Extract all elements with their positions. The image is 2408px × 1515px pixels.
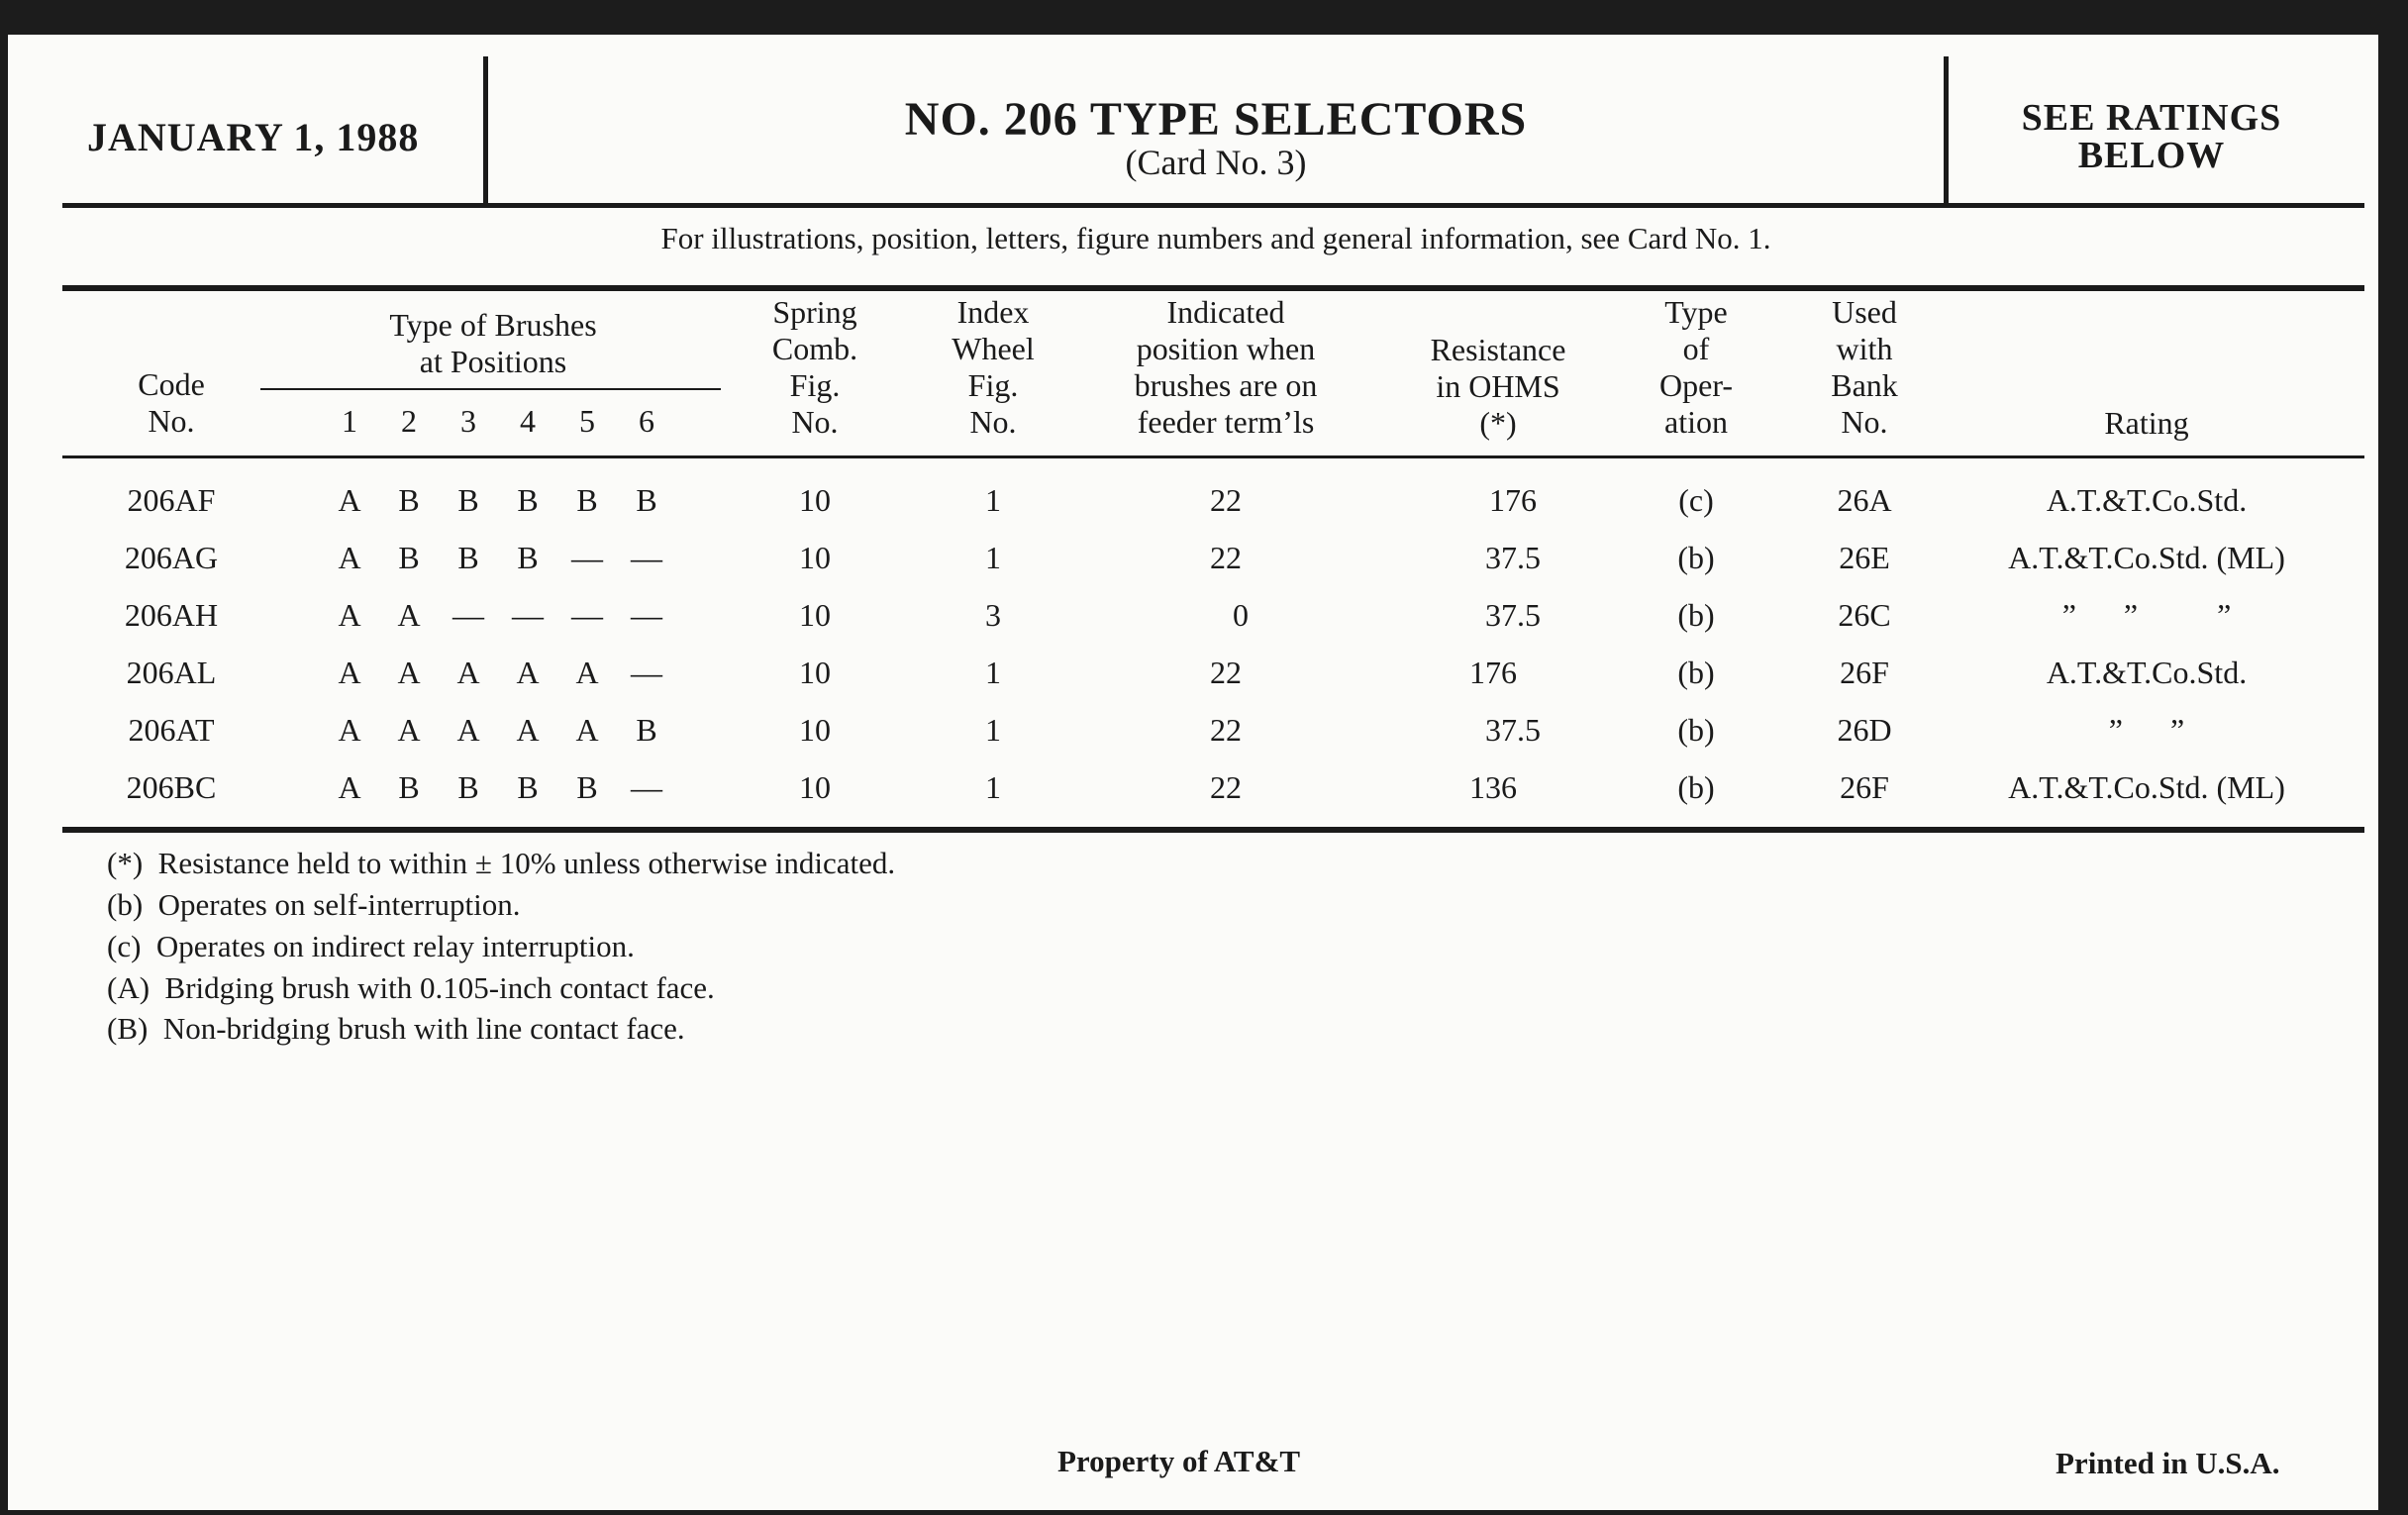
- cell-resistance: 176: [1489, 482, 1537, 518]
- header-code: Code No.: [138, 366, 205, 439]
- cell-resistance: 37.5: [1485, 712, 1541, 748]
- card-subtitle: (Card No. 3): [1125, 143, 1307, 182]
- cell-brush-2: A: [397, 712, 421, 748]
- cell-brush-4: —: [512, 597, 544, 633]
- footnote-relay-interruption: (c) Operates on indirect relay interruption.: [107, 929, 635, 963]
- header-rating: Rating: [2104, 405, 2189, 441]
- table-row: [8, 595, 2378, 637]
- card-title: NO. 206 TYPE SELECTORS: [904, 93, 1528, 146]
- table-row: [8, 480, 2378, 522]
- cell-brush-6: —: [631, 597, 662, 633]
- cell-brush-2: B: [398, 482, 420, 518]
- cell-brush-1: A: [338, 712, 361, 748]
- property-notice: Property of AT&T: [1057, 1444, 1301, 1478]
- cell-brush-4: B: [517, 769, 539, 805]
- footnote-non-bridging-brush: (B) Non-bridging brush with line contact face.: [107, 1011, 685, 1046]
- cell-index: 1: [985, 540, 1001, 575]
- cell-brush-1: A: [338, 540, 361, 575]
- table-bottom-rule: [62, 827, 2364, 833]
- cell-indicated: 0: [1233, 597, 1249, 633]
- cell-rating: A.T.&T.Co.Std.: [2046, 655, 2248, 690]
- cell-indicated: 22: [1210, 712, 1242, 748]
- cell-type: (b): [1677, 597, 1715, 633]
- cell-code: 206BC: [126, 769, 217, 805]
- cell-code: 206AL: [126, 655, 217, 690]
- see-ratings-note: [1954, 99, 2350, 174]
- cell-rating: ” ”: [2108, 712, 2185, 748]
- cell-spring: 10: [799, 712, 831, 748]
- cell-indicated: 22: [1210, 482, 1242, 518]
- cell-brush-3: —: [452, 597, 484, 633]
- cell-brush-5: A: [575, 712, 599, 748]
- cell-spring: 10: [799, 769, 831, 805]
- cell-type: (b): [1677, 655, 1715, 690]
- cell-brush-6: —: [631, 540, 662, 575]
- cell-brush-3: A: [456, 712, 480, 748]
- cell-index: 3: [985, 597, 1001, 633]
- see-ratings-line2: BELOW: [2077, 135, 2226, 176]
- cell-bank: 26D: [1837, 712, 1892, 748]
- cell-resistance: 37.5: [1485, 597, 1541, 633]
- cell-resistance: 176: [1469, 655, 1517, 690]
- cell-spring: 10: [799, 482, 831, 518]
- header-rule: [62, 203, 2364, 208]
- cell-brush-5: —: [571, 597, 603, 633]
- cell-brush-4: B: [517, 482, 539, 518]
- cell-index: 1: [985, 712, 1001, 748]
- cell-brush-1: A: [338, 482, 361, 518]
- cell-index: 1: [985, 655, 1001, 690]
- cell-code: 206AF: [127, 482, 216, 518]
- footnote-bridging-brush: (A) Bridging brush with 0.105-inch contact face.: [107, 970, 715, 1005]
- cell-bank: 26F: [1840, 655, 1889, 690]
- cell-index: 1: [985, 482, 1001, 518]
- cell-brush-1: A: [338, 769, 361, 805]
- cell-brush-6: —: [631, 655, 662, 690]
- cell-brush-2: B: [398, 540, 420, 575]
- cell-brush-3: B: [457, 482, 479, 518]
- see-ratings-line1: SEE RATINGS: [2021, 97, 2282, 139]
- cell-index: 1: [985, 769, 1001, 805]
- table-row: [8, 710, 2378, 752]
- cell-brush-5: B: [576, 482, 598, 518]
- cell-indicated: 22: [1210, 655, 1242, 690]
- cell-brush-4: A: [516, 655, 540, 690]
- cell-brush-4: A: [516, 712, 540, 748]
- cell-bank: 26C: [1838, 597, 1891, 633]
- cell-rating: ” ” ”: [2061, 597, 2232, 633]
- cell-type: (b): [1677, 769, 1715, 805]
- table-row: [8, 653, 2378, 694]
- cell-code: 206AG: [124, 540, 219, 575]
- cell-brush-6: —: [631, 769, 662, 805]
- general-info-note: For illustrations, position, letters, figure numbers and general information, see Card No. 1.: [660, 221, 1771, 255]
- card-date: JANUARY 1, 1988: [87, 115, 420, 159]
- selector-card: [8, 35, 2378, 1510]
- cell-type: (b): [1677, 540, 1715, 575]
- cell-brush-3: B: [457, 769, 479, 805]
- printed-notice: Printed in U.S.A.: [2056, 1446, 2280, 1480]
- cell-brush-3: A: [456, 655, 480, 690]
- cell-resistance: 37.5: [1485, 540, 1541, 575]
- cell-brush-5: —: [571, 540, 603, 575]
- cell-rating: A.T.&T.Co.Std. (ML): [2008, 769, 2285, 805]
- table-row: [8, 538, 2378, 579]
- cell-rating: A.T.&T.Co.Std. (ML): [2008, 540, 2285, 575]
- header-position-1: 1: [342, 403, 357, 439]
- cell-brush-1: A: [338, 597, 361, 633]
- cell-code: 206AT: [128, 712, 215, 748]
- cell-bank: 26E: [1839, 540, 1890, 575]
- cell-brush-4: B: [517, 540, 539, 575]
- header-position-6: 6: [639, 403, 654, 439]
- header-position-3: 3: [460, 403, 476, 439]
- cell-brush-3: B: [457, 540, 479, 575]
- cell-spring: 10: [799, 655, 831, 690]
- header-divider-right: [1944, 56, 1949, 205]
- header-index: Index Wheel Fig. No.: [952, 294, 1035, 440]
- table-top-rule: [62, 285, 2364, 291]
- cell-spring: 10: [799, 540, 831, 575]
- header-position-2: 2: [401, 403, 417, 439]
- cell-bank: 26F: [1840, 769, 1889, 805]
- cell-code: 206AH: [124, 597, 219, 633]
- header-position-5: 5: [579, 403, 595, 439]
- header-brushes: Type of Brushes at Positions: [389, 307, 597, 379]
- header-position-4: 4: [520, 403, 536, 439]
- header-bottom-rule: [62, 455, 2364, 458]
- cell-brush-5: B: [576, 769, 598, 805]
- cell-brush-6: B: [636, 712, 657, 748]
- footnote-self-interruption: (b) Operates on self-interruption.: [107, 887, 521, 922]
- header-used: Used with Bank No.: [1831, 294, 1898, 440]
- header-spring: Spring Comb. Fig. No.: [771, 294, 858, 440]
- cell-indicated: 22: [1210, 769, 1242, 805]
- cell-indicated: 22: [1210, 540, 1242, 575]
- cell-brush-5: A: [575, 655, 599, 690]
- cell-brush-2: A: [397, 597, 421, 633]
- cell-bank: 26A: [1837, 482, 1892, 518]
- footnote-resistance: (*) Resistance held to within ± 10% unless otherwise indicated.: [107, 846, 896, 880]
- cell-resistance: 136: [1469, 769, 1517, 805]
- header-indicated: Indicated position when brushes are on feeder term’ls: [1134, 294, 1318, 440]
- cell-brush-6: B: [636, 482, 657, 518]
- brushes-underline: [260, 388, 721, 390]
- cell-brush-2: B: [398, 769, 420, 805]
- cell-brush-1: A: [338, 655, 361, 690]
- cell-spring: 10: [799, 597, 831, 633]
- cell-type: (c): [1678, 482, 1714, 518]
- cell-rating: A.T.&T.Co.Std.: [2046, 482, 2248, 518]
- header-type: Type of Oper- ation: [1659, 294, 1733, 440]
- cell-brush-2: A: [397, 655, 421, 690]
- cell-type: (b): [1677, 712, 1715, 748]
- header-resistance: Resistance in OHMS (*): [1430, 332, 1566, 441]
- table-row: [8, 767, 2378, 809]
